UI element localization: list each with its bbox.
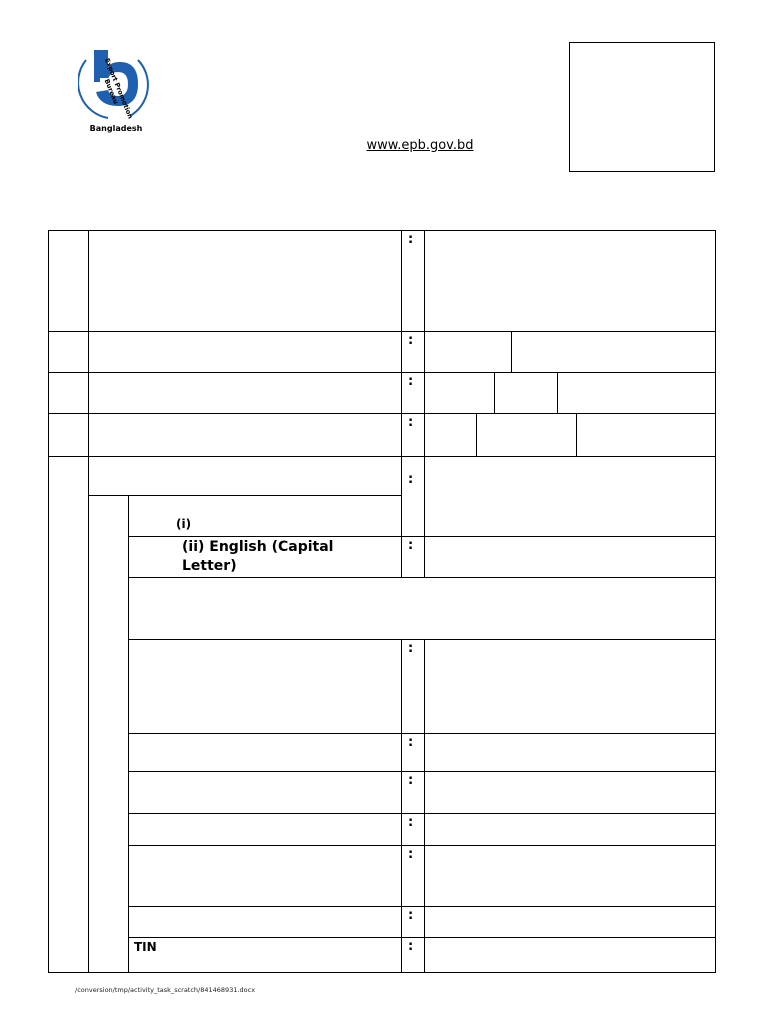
- row-3-colon: :: [408, 374, 414, 389]
- row-5-colon-cell: [401, 456, 425, 537]
- row-4-option-3-label: [576, 413, 716, 457]
- row-1-answer-field[interactable]: [424, 230, 716, 332]
- row-1-number-cell: [48, 230, 89, 332]
- row-5b-colon: :: [408, 641, 414, 656]
- row-5h-label: TIN: [134, 940, 157, 954]
- row-5a-english-label: (ii) English (Capital Letter): [182, 539, 334, 574]
- row-2-option-2-label: [511, 331, 716, 373]
- row-5g-answer-field[interactable]: [424, 906, 716, 938]
- row-5a-english-field[interactable]: [424, 536, 716, 578]
- row-5-answer-field[interactable]: [424, 456, 716, 537]
- row-5b-answer-field[interactable]: [424, 639, 716, 734]
- row-5-colon: :: [408, 472, 414, 487]
- row-5a-label-cell: [128, 495, 402, 537]
- logo-text: Export Promotion Bureau: [102, 57, 135, 120]
- row-3-option-3-label: [557, 372, 716, 414]
- row-5h-colon: :: [408, 939, 414, 954]
- row-5-label-cell: [88, 456, 402, 496]
- row-5a-option-i: (i): [176, 517, 192, 531]
- row-2-colon: :: [408, 333, 414, 348]
- row-1-label-cell: [88, 230, 402, 332]
- row-5c-colon: :: [408, 735, 414, 750]
- row-4-label-cell: [88, 413, 402, 457]
- row-5h-answer-field[interactable]: [424, 937, 716, 973]
- row-5f-answer-field[interactable]: [424, 845, 716, 907]
- row-2-label-cell: [88, 331, 402, 373]
- row-5f-colon: :: [408, 847, 414, 862]
- row-5-number-cell: [48, 456, 89, 973]
- row-4-option-2-label: [476, 413, 577, 457]
- website-link[interactable]: www.epb.gov.bd: [366, 138, 474, 153]
- row-2-number-cell: [48, 331, 89, 373]
- row-4-colon: :: [408, 415, 414, 430]
- row-5c-answer-field[interactable]: [424, 733, 716, 772]
- row-3-option-2-label: [494, 372, 558, 414]
- row-5e-answer-field[interactable]: [424, 813, 716, 846]
- logo-country: Bangladesh: [89, 124, 143, 133]
- top-note-box: [569, 42, 715, 172]
- row-4-number-cell: [48, 413, 89, 457]
- row-4-option-1-label: [424, 413, 477, 457]
- row-5d-colon: :: [408, 773, 414, 788]
- row-5c-label-cell: [128, 733, 402, 772]
- row-5f-label-cell: [128, 845, 402, 907]
- row-5e-colon: :: [408, 815, 414, 830]
- row-5b-label-cell: [128, 639, 402, 734]
- row-5a-english-colon: :: [408, 538, 414, 553]
- row-5d-answer-field[interactable]: [424, 771, 716, 814]
- row-5e-label-cell: [128, 813, 402, 846]
- row-1-colon: :: [408, 232, 414, 247]
- row-3-option-1-label: [424, 372, 495, 414]
- row-5-note-cell: [128, 577, 716, 640]
- footer-file-path: /conversion/tmp/activity_task_scratch/841468931.docx: [75, 986, 256, 994]
- row-2-option-1-label: [424, 331, 512, 373]
- row-5-sub-marker-column: [88, 495, 129, 973]
- row-5d-label-cell: [128, 771, 402, 814]
- row-5g-label-cell: [128, 906, 402, 938]
- row-3-number-cell: [48, 372, 89, 414]
- epb-logo: [78, 40, 154, 138]
- row-5g-colon: :: [408, 908, 414, 923]
- row-3-label-cell: [88, 372, 402, 414]
